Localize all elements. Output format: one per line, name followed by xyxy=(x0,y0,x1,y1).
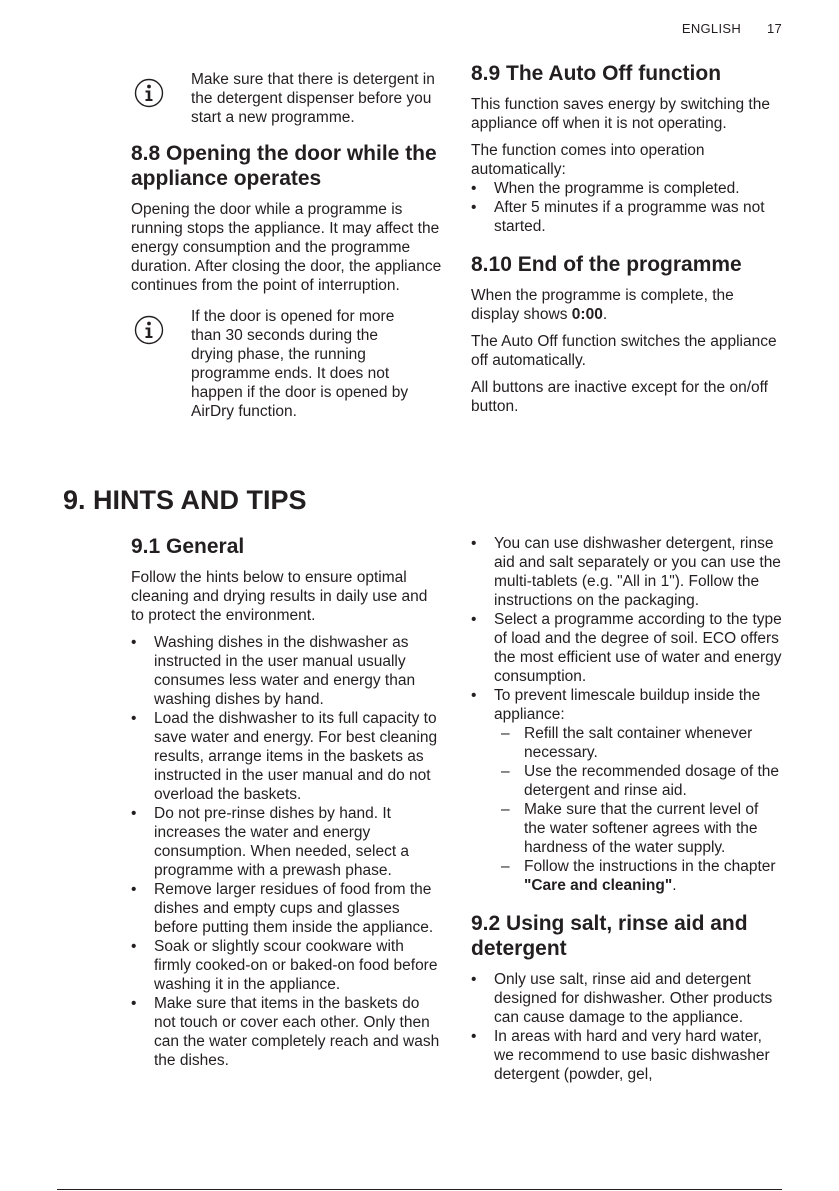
list-item: • Load the dishwasher to its full capacity to save water and energy. For best cleaning results, arrange items in the baskets as instructed in the user manual and do not overload the baskets. xyxy=(131,709,443,804)
text-run: . xyxy=(672,877,677,894)
page-number: 17 xyxy=(766,21,782,36)
text-run: When the programme is complete, the display shows xyxy=(471,287,734,323)
section-title: 8.8 Opening the door while the appliance operates xyxy=(131,142,437,190)
text-run: Follow the instructions in the chapter xyxy=(524,858,776,875)
bullet-list xyxy=(471,970,783,1084)
dash-item: – Make sure that the current level of the water softener agrees with the hardness of the water supply. xyxy=(494,800,783,857)
info-note xyxy=(131,307,443,421)
dash-list xyxy=(494,724,783,895)
list-item: • Do not pre-rinse dishes by hand. It increases the water and energy consumption. When needed, select a programme with a prewash phase. xyxy=(131,804,443,880)
list-item: • You can use dishwasher detergent, rinse aid and salt separately or you can use the multi-tablets (e.g. "All in 1"). Follow the instructions on the packaging. xyxy=(471,534,783,610)
dash-item xyxy=(494,857,783,895)
section-title: 8.9 The Auto Off function xyxy=(471,62,722,85)
paragraph: Follow the hints below to ensure optimal cleaning and drying results in daily use and to protect the environment. xyxy=(131,569,428,624)
bullet-list xyxy=(471,179,783,236)
list-item: • Washing dishes in the dishwasher as instructed in the user manual usually consumes less water and energy than washing dishes by hand. xyxy=(131,633,443,709)
section-title: 8.10 End of the programme xyxy=(471,253,742,276)
list-item: • When the programme is completed. xyxy=(471,179,783,198)
info-icon xyxy=(134,315,164,345)
list-item: • Soak or slightly scour cookware with firmly cooked-on or baked-on food before washing it in the appliance. xyxy=(131,937,443,994)
dash-item: – Use the recommended dosage of the detergent and rinse aid. xyxy=(494,762,783,800)
info-icon xyxy=(134,78,164,108)
footer-divider xyxy=(57,1189,782,1190)
page-header xyxy=(682,21,782,36)
note-text: If the door is opened for more than 30 seconds during the drying phase, the running programme ends. It does not happen if the door is opened by AirDry function. xyxy=(191,308,409,420)
list-item: • After 5 minutes if a programme was not started. xyxy=(471,198,783,236)
text-run: . xyxy=(602,306,608,323)
header-language: ENGLISH xyxy=(681,21,742,36)
bullet-list xyxy=(471,534,783,895)
display-value: 0:00 xyxy=(571,306,603,323)
right-column-top xyxy=(471,61,783,424)
list-item: • Select a programme according to the type of load and the degree of soil. ECO offers the most efficient use of water and energy consumption. xyxy=(471,610,783,686)
left-column-top xyxy=(131,70,443,435)
section-title: 9.1 General xyxy=(131,535,245,558)
bullet-list xyxy=(131,633,443,1070)
left-column-bottom xyxy=(131,534,443,1078)
paragraph: The function comes into operation automatically: xyxy=(471,142,705,178)
paragraph: All buttons are inactive except for the on/off button. xyxy=(471,379,768,415)
note-text: Make sure that there is detergent in the detergent dispenser before you start a new programme. xyxy=(191,71,435,126)
paragraph xyxy=(471,286,783,324)
list-item: • Only use salt, rinse aid and detergent designed for dishwasher. Other products can cause damage to the appliance. xyxy=(471,970,783,1027)
paragraph: The Auto Off function switches the appliance off automatically. xyxy=(471,333,777,369)
section-title: 9.2 Using salt, rinse aid and detergent xyxy=(471,912,748,960)
list-item: • In areas with hard and very hard water, we recommend to use basic dishwasher detergent (powder, gel, xyxy=(471,1027,783,1084)
paragraph: This function saves energy by switching the appliance off when it is not operating. xyxy=(471,96,770,132)
dash-item: – Refill the salt container whenever necessary. xyxy=(494,724,783,762)
chapter-title: 9. HINTS AND TIPS xyxy=(63,485,307,515)
right-column-bottom xyxy=(471,534,783,1092)
list-item: • Remove larger residues of food from the dishes and empty cups and glasses before putting them inside the appliance. xyxy=(131,880,443,937)
list-item xyxy=(471,686,783,895)
list-item: • Make sure that items in the baskets do not touch or cover each other. Only then can the water completely reach and wash the dishes. xyxy=(131,994,443,1070)
chapter-reference: "Care and cleaning" xyxy=(524,877,673,894)
paragraph: Opening the door while a programme is running stops the appliance. It may affect the energy consumption and the programme duration. After closing the door, the appliance continues from the point of interruption. xyxy=(131,201,442,294)
list-item-text: To prevent limescale buildup inside the appliance: xyxy=(494,687,761,723)
info-note xyxy=(131,70,443,127)
